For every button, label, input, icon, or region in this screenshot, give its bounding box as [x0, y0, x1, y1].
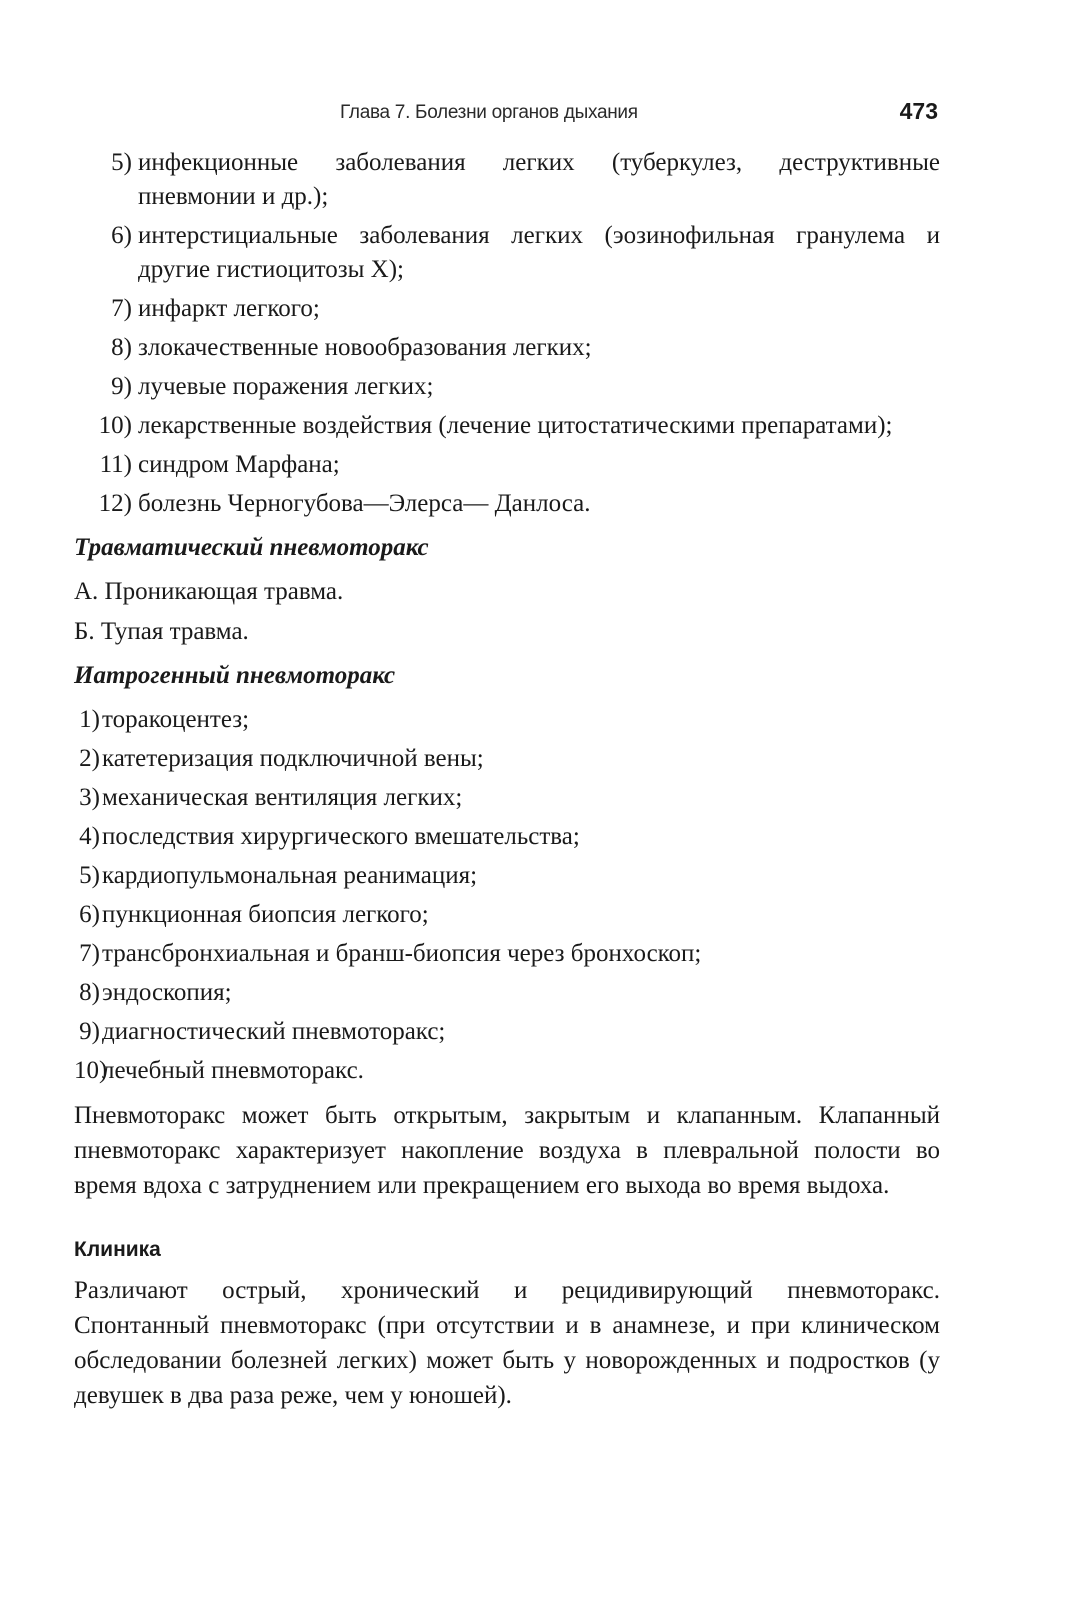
list-item [74, 146, 940, 214]
list-item [74, 487, 940, 521]
list-item-number: 12) [98, 490, 132, 517]
list-item-text: болезнь Черногубова—Элерса— Данлоса. [138, 490, 591, 517]
traumatic-item: А. Проникающая травма. [74, 578, 344, 605]
list-item [74, 370, 940, 404]
clinic-paragraph: Различают острый, хронический и рецидивирующий пневмоторакс. Спонтанный пневмоторакс (при отсутствии и в анамнезе, и при клиническом обследовании болезней легких) может быть у новорожденных и подростков (у девушек в два раза реже, чем у юношей). [74, 1277, 940, 1409]
page-body [74, 146, 940, 1413]
list-item-text: инфекционные заболевания легких (туберкулез, деструктивные пневмонии и др.); [138, 149, 940, 210]
list-item [74, 1015, 940, 1049]
list-item-number: 7) [79, 940, 100, 967]
list-item-number: 6) [79, 901, 100, 928]
running-head [0, 98, 1070, 132]
list-item-text: лечебный пневмоторакс. [102, 1057, 364, 1084]
list-item-number: 5) [111, 149, 132, 176]
list-item [74, 859, 940, 893]
list-item [74, 409, 940, 443]
list-item-text: механическая вентиляция легких; [102, 784, 463, 811]
list-item-text: диагностический пневмоторакс; [102, 1018, 446, 1045]
list-item [74, 937, 940, 971]
list-item-text: лекарственные воздействия (лечение цитостатическими препаратами); [138, 412, 893, 439]
list-item-number: 9) [79, 1018, 100, 1045]
list-item-text: злокачественные новообразования легких; [138, 334, 592, 361]
clinic-heading: Клиника [74, 1238, 161, 1261]
list-item-text: торакоцентез; [102, 706, 250, 733]
list-item-text: лучевые поражения легких; [138, 373, 434, 400]
list-item-number: 6) [111, 222, 132, 249]
list-item-number: 1) [79, 706, 100, 733]
list-item-text: интерстициальные заболевания легких (эозинофильная гранулема и другие гистиоцитозы Х); [138, 222, 940, 283]
list-item [74, 781, 940, 815]
list-item-text: инфаркт легкого; [138, 295, 320, 322]
list-item [74, 976, 940, 1010]
running-head-title: Глава 7. Болезни органов дыхания [340, 102, 638, 123]
list-item [74, 742, 940, 776]
list-item-number: 10) [74, 1057, 108, 1084]
traumatic-item: Б. Тупая травма. [74, 618, 249, 645]
list-item [74, 820, 940, 854]
list-item-text: последствия хирургического вмешательства; [102, 823, 580, 850]
list-item-number: 7) [111, 295, 132, 322]
list-item-number: 4) [79, 823, 100, 850]
list-item-number: 10) [98, 412, 132, 439]
iatrogenic-heading: Иатрогенный пневмоторакс [74, 662, 396, 689]
list-item-number: 8) [79, 979, 100, 1006]
list-item-text: эндоскопия; [102, 979, 232, 1006]
traumatic-heading: Травматический пневмоторакс [74, 534, 429, 561]
list-item [74, 292, 940, 326]
list-item [74, 898, 940, 932]
iatrogenic-list [74, 703, 940, 1088]
list-item [74, 331, 940, 365]
list-item-number: 5) [79, 862, 100, 889]
pneumothorax-types-paragraph: Пневмоторакс может быть открытым, закрытым и клапанным. Клапанный пневмоторакс характеризует накопление воздуха в плевральной полости во время вдоха с затруднением или прекращением его выхода во время выдоха. [74, 1102, 940, 1199]
list-item-text: синдром Марфана; [138, 451, 340, 478]
list-item-text: пункционная биопсия легкого; [102, 901, 429, 928]
list-item-text: кардиопульмональная реанимация; [102, 862, 478, 889]
list-item [74, 219, 940, 287]
list-item [74, 703, 940, 737]
causes-list-continued [74, 146, 940, 521]
list-item-text: катетеризация подключичной вены; [102, 745, 484, 772]
list-item-number: 2) [79, 745, 100, 772]
list-item [74, 448, 940, 482]
list-item-number: 8) [111, 334, 132, 361]
list-item [74, 1054, 940, 1088]
page-number: 473 [899, 98, 938, 124]
list-item-number: 9) [111, 373, 132, 400]
list-item-number: 11) [99, 451, 132, 478]
list-item-number: 3) [79, 784, 100, 811]
list-item-text: трансбронхиальная и бранш-биопсия через бронхоскоп; [102, 940, 702, 967]
